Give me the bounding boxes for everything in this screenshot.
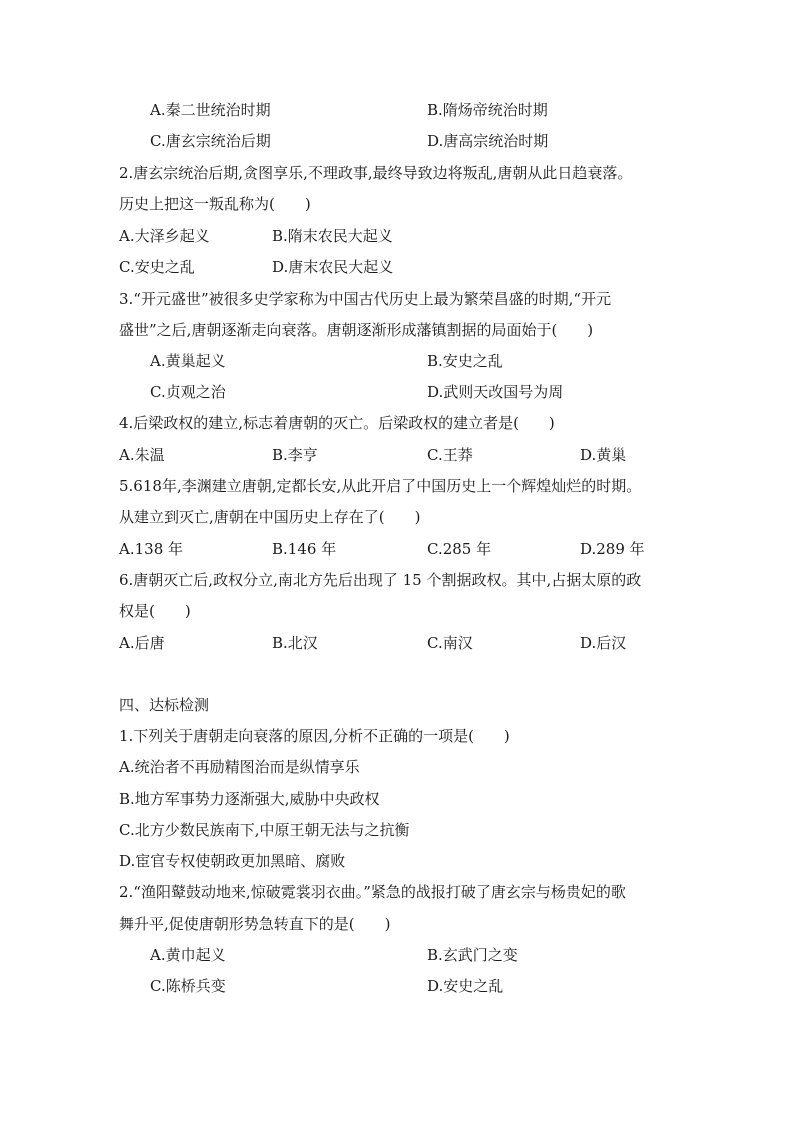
check-question-2-option-d: D.安史之乱 [427, 977, 504, 995]
option-b: B.隋炀帝统治时期 [427, 101, 548, 119]
question-4-option-b: B.李亨 [272, 446, 318, 464]
question-5-line-1: 5.618年,李渊建立唐朝,定都长安,从此开启了中国历史上一个辉煌灿烂的时期。 [119, 477, 642, 495]
question-4-option-c: C.王莽 [427, 446, 473, 464]
question-3-option-b: B.安史之乱 [427, 352, 503, 370]
check-question-2-line-2: 舞升平,促使唐朝形势急转直下的是( ) [119, 915, 391, 933]
question-6-option-b: B.北汉 [272, 634, 318, 652]
check-question-2-option-b: B.玄武门之变 [427, 946, 518, 964]
option-a: A.秦二世统治时期 [150, 101, 271, 119]
check-question-2-option-c: C.陈桥兵变 [150, 977, 226, 995]
section-heading: 四、达标检测 [119, 696, 210, 714]
question-2-option-c: C.安史之乱 [119, 258, 195, 276]
check-question-1-option-d: D.宦官专权使朝政更加黑暗、腐败 [119, 852, 346, 870]
question-2-option-d: D.唐末农民大起义 [272, 258, 394, 276]
question-6-option-a: A.后唐 [119, 634, 165, 652]
check-question-1-line-1: 1.下列关于唐朝走向衰落的原因,分析不正确的一项是( ) [119, 727, 510, 745]
check-question-2-line-1: 2.“渔阳鼙鼓动地来,惊破霓裳羽衣曲。”紧急的战报打破了唐玄宗与杨贵妃的歌 [119, 883, 626, 901]
check-question-1-option-c: C.北方少数民族南下,中原王朝无法与之抗衡 [119, 821, 410, 839]
question-2-option-b: B.隋末农民大起义 [272, 227, 393, 245]
question-3-line-2: 盛世”之后,唐朝逐渐走向衰落。唐朝逐渐形成藩镇割据的局面始于( ) [119, 321, 594, 339]
question-4-option-a: A.朱温 [119, 446, 165, 464]
option-c: C.唐玄宗统治后期 [150, 132, 271, 150]
question-5-option-b: B.146 年 [272, 540, 337, 558]
check-question-1-option-b: B.地方军事势力逐渐强大,威胁中央政权 [119, 790, 380, 808]
question-5-option-c: C.285 年 [427, 540, 492, 558]
option-d: D.唐高宗统治时期 [427, 132, 549, 150]
check-question-1-option-a: A.统治者不再励精图治而是纵情享乐 [119, 758, 360, 776]
question-3-option-a: A.黄巢起义 [150, 352, 226, 370]
question-5-line-2: 从建立到灭亡,唐朝在中国历史上存在了( ) [119, 508, 421, 526]
check-question-2-option-a: A.黄巾起义 [150, 946, 226, 964]
question-2-option-a: A.大泽乡起义 [119, 227, 210, 245]
question-3-option-d: D.武则天改国号为周 [427, 383, 564, 401]
question-6-line-2: 权是( ) [119, 602, 191, 620]
question-3-option-c: C.贞观之治 [150, 383, 226, 401]
question-4-line-1: 4.后梁政权的建立,标志着唐朝的灭亡。后梁政权的建立者是( ) [119, 414, 555, 432]
question-5-option-a: A.138 年 [119, 540, 183, 558]
question-4-option-d: D.黄巢 [580, 446, 627, 464]
question-2-line-1: 2.唐玄宗统治后期,贪图享乐,不理政事,最终导致边将叛乱,唐朝从此日趋衰落。 [119, 164, 633, 182]
question-6-option-d: D.后汉 [580, 634, 627, 652]
question-6-option-c: C.南汉 [427, 634, 473, 652]
question-2-line-2: 历史上把这一叛乱称为( ) [119, 195, 311, 213]
question-6-line-1: 6.唐朝灭亡后,政权分立,南北方先后出现了 15 个割据政权。其中,占据太原的政 [119, 571, 642, 589]
question-5-option-d: D.289 年 [580, 540, 645, 558]
question-3-line-1: 3.“开元盛世”被很多史学家称为中国古代历史上最为繁荣昌盛的时期,“开元 [119, 290, 612, 308]
